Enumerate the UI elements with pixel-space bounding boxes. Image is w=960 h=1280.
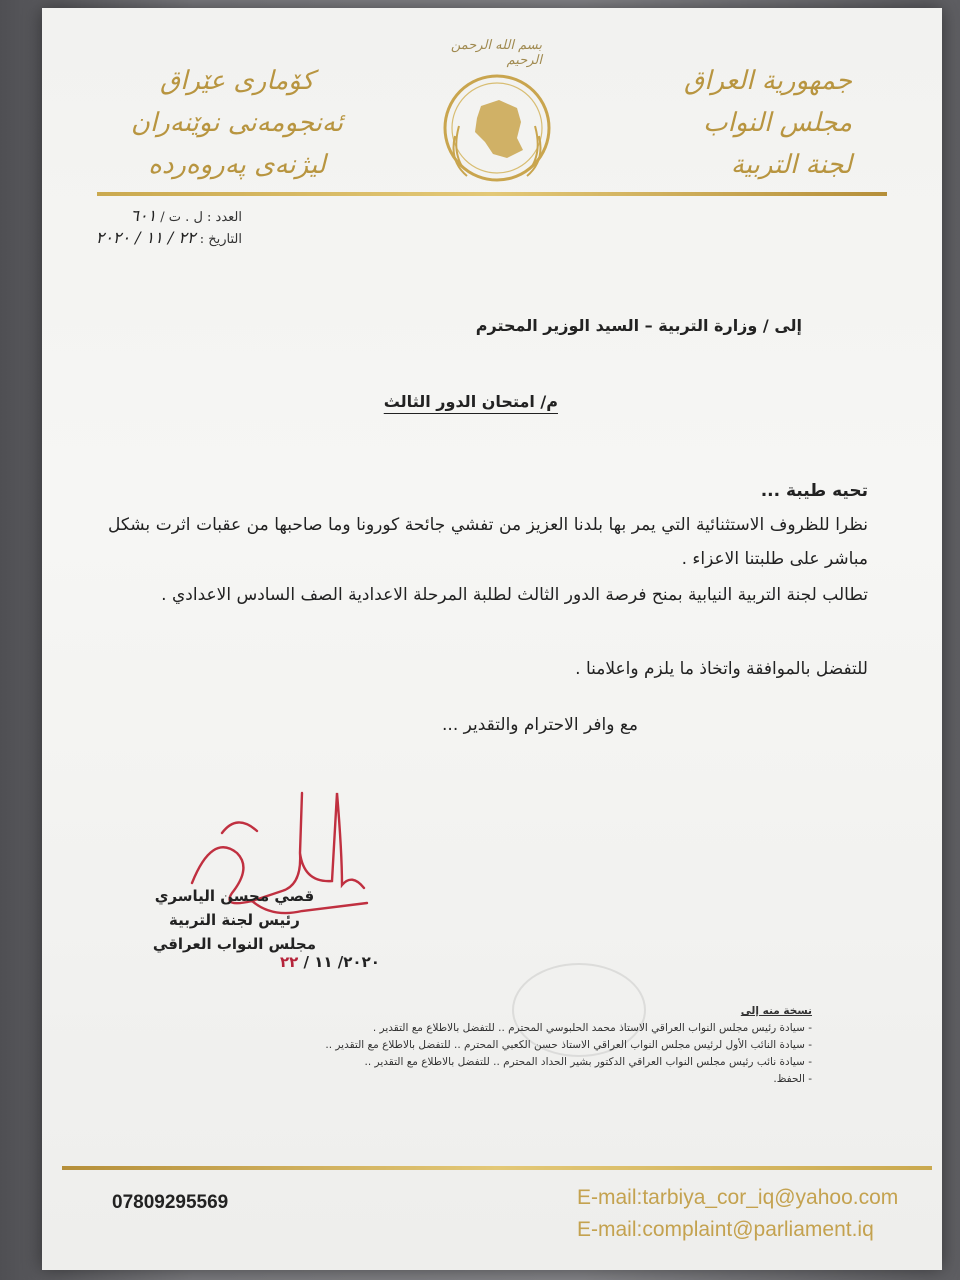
greeting: تحيه طيبة ...: [760, 481, 868, 501]
copy-recipient: - سيادة رئيس مجلس النواب العراقي الاستاذ محمد الحلبوسي المحترم .. للتفضل بالاطلاع مع التقدير .: [372, 1022, 812, 1034]
bismillah: بسم الله الرحمن الرحيم: [450, 38, 542, 68]
letterhead-arabic: [602, 60, 852, 186]
recipient-line: إلى / وزارة التربية – السيد الوزير المحترم: [475, 316, 802, 335]
signature-date: [280, 953, 380, 971]
letter-page: [42, 8, 942, 1270]
signatory-name: قصي محسن الياسري: [154, 887, 315, 905]
copy-recipient: - سيادة النائب الأول لرئيس مجلس النواب العراقي الاستاذ حسن الكعبي المحترم .. للتفضل بالاطلاع مع التقدير ..: [325, 1039, 812, 1051]
body-paragraph: تطالب لجنة التربية النيابية بمنح فرصة الدور الثالث لطلبة المرحلة الاعدادية الصف السادس الاعدادي .: [161, 585, 868, 605]
footer-emails: [577, 1182, 957, 1246]
letterhead-line: مجلس النواب: [703, 108, 852, 138]
reference-date-label: التاريخ :: [199, 232, 242, 247]
footer-email-2: E-mail:complaint@parliament.iq: [577, 1218, 874, 1241]
signature-date-day: ٢٢: [280, 953, 299, 971]
reference-date: ٢٢ / ١١ / ٢٠٢٠: [95, 228, 196, 247]
closing-line: مع وافر الاحترام والتقدير ...: [442, 715, 638, 735]
footer-divider: [62, 1166, 932, 1170]
letterhead-line: لجنة التربية: [730, 150, 852, 180]
copy-recipient: - الحفظ.: [773, 1073, 812, 1085]
signature-date-year-month: ٢٠٢٠/ ١١ /: [303, 953, 380, 971]
copies-title: نسخة منه إلى: [740, 1005, 812, 1017]
reference-number: ٦٠١: [130, 206, 157, 225]
signatory-block: [153, 884, 316, 956]
copy-recipient: - سيادة نائب رئيس مجلس النواب العراقي الدكتور بشير الحداد المحترم .. للتفضل بالاطلاع مع التقدير ..: [364, 1056, 812, 1068]
signatory-title: رئيس لجنة التربية: [169, 911, 300, 929]
letterhead-kurdish: [102, 60, 372, 186]
signatory-body: مجلس النواب العراقي: [152, 935, 316, 953]
subject-line: م/ امتحان الدور الثالث: [383, 392, 558, 411]
letterhead-line: ئەنجومەنی نوێنەران: [130, 108, 344, 138]
reference-block: [42, 206, 242, 250]
parliament-emblem-icon: [437, 66, 557, 191]
copies-list: [292, 1003, 812, 1088]
footer-phone: 07809295569: [112, 1192, 229, 1213]
footer-email-1: E-mail:tarbiya_cor_iq@yahoo.com: [577, 1186, 899, 1209]
body-paragraph: للتفضل بالموافقة واتخاذ ما يلزم واعلامنا .: [575, 659, 868, 679]
body-paragraph: نظرا للظروف الاستثنائية التي يمر بها بلدنا العزيز من تفشي جائحة كورونا وما صاحبها من عقبات اثرت بشكل مباشر على طلبتنا الاعزاء .: [108, 515, 868, 569]
header-divider: [97, 192, 887, 196]
letterhead-line: كۆماری عێراق: [160, 66, 314, 96]
reference-number-label: العدد : ل . ت /: [160, 210, 242, 225]
letterhead-line: لیژنەی پەروەردە: [148, 150, 326, 180]
letterhead-line: جمهورية العراق: [684, 66, 852, 96]
